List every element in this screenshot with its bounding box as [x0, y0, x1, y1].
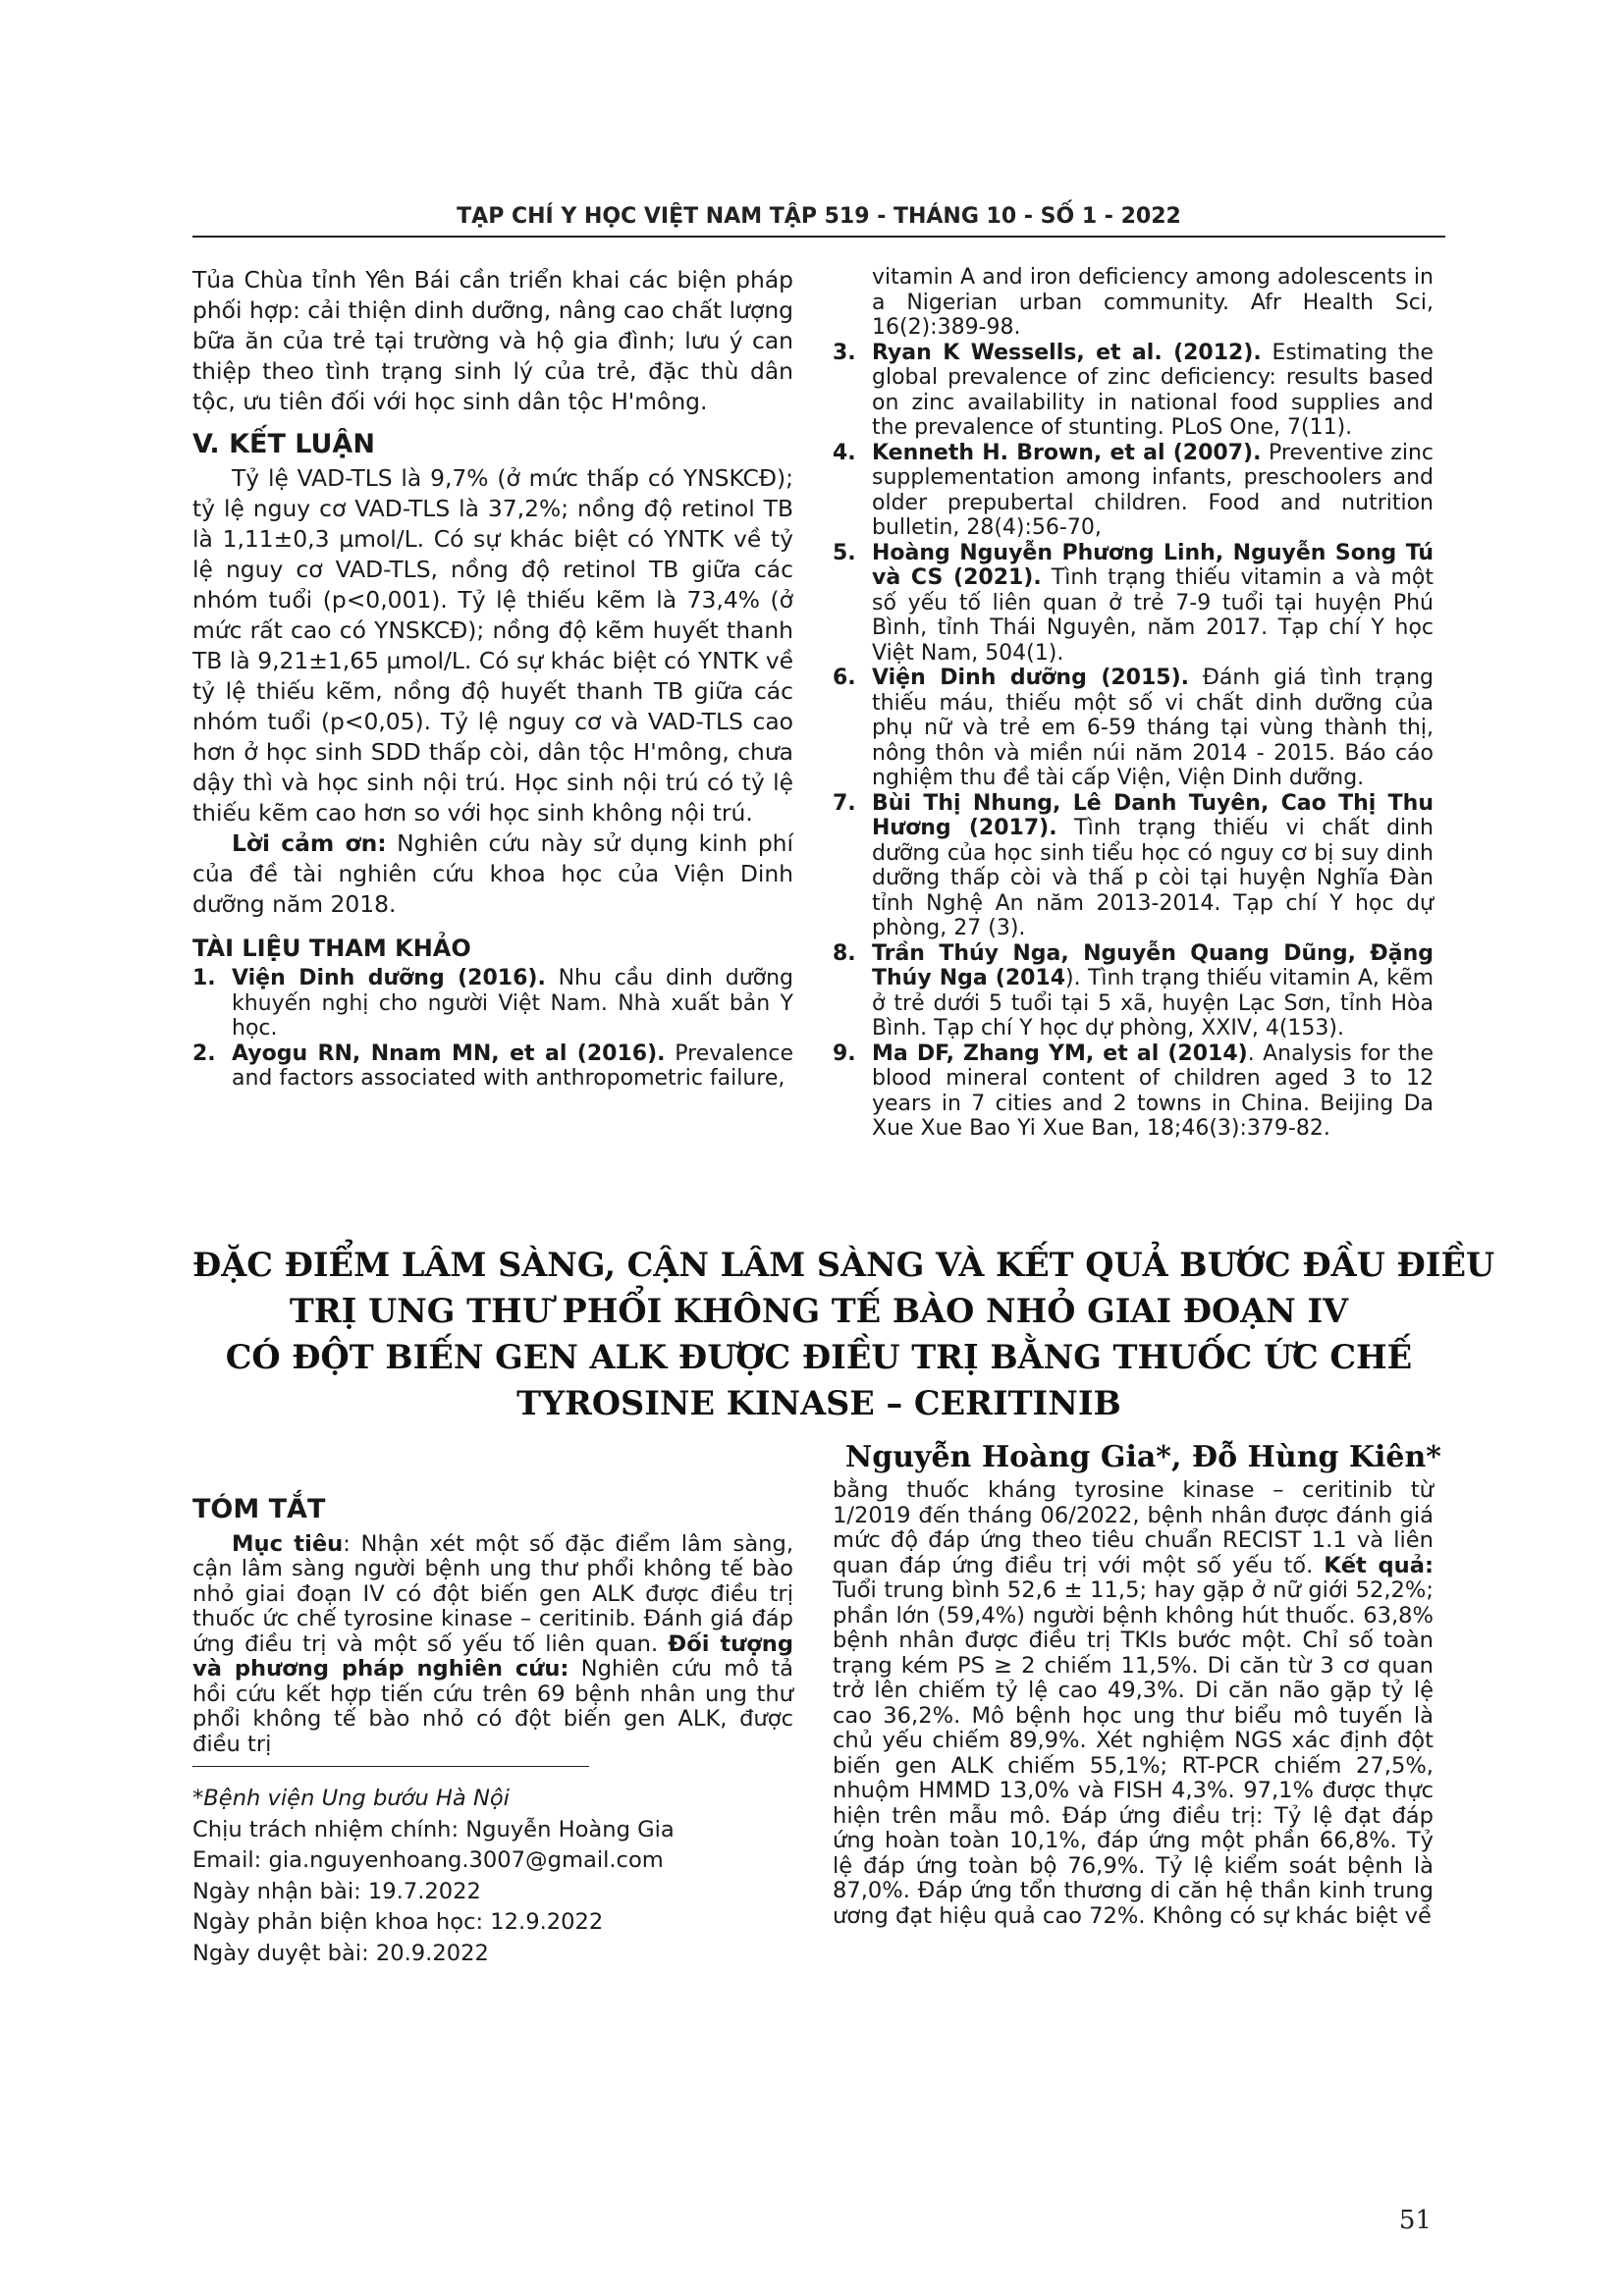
reference-number: 9. — [833, 1041, 856, 1066]
reference-authors: Ma DF, Zhang YM, et al (2014) — [872, 1041, 1248, 1066]
methods-text: Nghiên cứu mô tả hồi cứu kết hợp tiến cứu trên 69 bệnh nhân ung thư phổi không tế bào nhỏ có đột biến gen ALK, được điều trị — [192, 1656, 793, 1757]
reference-text: Estimating the global prevalence of zinc deficiency: results based on zinc availability in national food supplies and the prevalence of stunting. PLoS One, 7(11). — [872, 340, 1434, 440]
abstract-objective — [192, 1532, 793, 1758]
accepted-date: Ngày duyệt bài: 20.9.2022 — [192, 1940, 489, 1966]
reference-text: . Analysis for the blood mineral content of children aged 3 to 12 years in 7 cities and 2 towns in China. Beijing Da Xue Xue Bao Yi Xue Ban, 18;46(3):379-82. — [872, 1041, 1434, 1141]
reference-item — [833, 941, 1434, 1041]
footnotes — [192, 1784, 793, 1969]
reference-continuation — [833, 265, 1434, 341]
reference-number: 3. — [833, 340, 856, 365]
title-line: TYROSINE KINASE – CERITINIB — [516, 1384, 1121, 1422]
reference-item — [833, 541, 1434, 667]
reference-item — [833, 1041, 1434, 1142]
title-line: ĐẶC ĐIỂM LÂM SÀNG, CẬN LÂM SÀNG VÀ KẾT QUẢ BƯỚC ĐẦU ĐIỀU — [192, 1246, 1495, 1284]
abstract-results — [833, 1478, 1434, 1929]
reference-text: Đánh giá tình trạng thiếu máu, thiếu một số vi chất dinh dưỡng của phụ nữ và trẻ em 6-59 tháng tại vùng thành thị, nông thôn và miền núi năm 2014 - 2015. Báo cáo nghiệm thu đề tài cấp Viện, Viện Dinh dưỡng. — [872, 666, 1434, 790]
reference-text: Tình trạng thiếu vitamin a và một số yếu tố liên quan ở trẻ 7-9 tuổi tại huyện Phú Bình, tỉnh Thái Nguyên, năm 2017. Tạp chí Y học Việt Nam, 504(1). — [872, 565, 1434, 666]
reference-authors: Ayogu RN, Nnam MN, et al (2016). — [232, 1041, 666, 1066]
reference-authors: Trần Thúy Nga, Nguyễn Quang Dũng, Đặng Thúy Nga (2014 — [872, 940, 1434, 990]
reference-number: 6. — [833, 666, 856, 690]
methods-label: Đối tượng và phương pháp nghiên cứu: — [192, 1630, 793, 1682]
footnote-rule — [192, 1766, 589, 1767]
reference-number: 5. — [833, 540, 856, 565]
reference-item — [833, 666, 1434, 791]
page-number: 51 — [1398, 2206, 1432, 2235]
reference-text: Preventive zinc supplementation among infants, preschoolers and older prepubertal children. Food and nutrition bulletin, 28(4):56-70, — [872, 440, 1434, 540]
reference-authors: Kenneth H. Brown, et al (2007). — [872, 440, 1262, 465]
running-header: TẠP CHÍ Y HỌC VIỆT NAM TẬP 519 - THÁNG 10 - SỐ 1 - 2022 — [457, 204, 1181, 229]
objective-text: : Nhận xét một số đặc điểm lâm sàng, cận lâm sàng người bệnh ung thư phổi không tế bào nhỏ giai đoạn IV có đột biến gen ALK được điều trị thuốc ức chế tyrosine kinase – ceritinib. Đánh giá đáp ứng điều trị và một số yếu tố liên quan. — [192, 1530, 794, 1657]
reference-text: Nhu cầu dinh dưỡng khuyến nghị cho người Việt Nam. Nhà xuất bản Y học. — [232, 966, 794, 1041]
ack-label: Lời cảm ơn: — [232, 829, 387, 857]
affiliation: *Bệnh viện Ung bướu Hà Nội — [192, 1786, 510, 1811]
reference-item — [192, 1041, 793, 1092]
reference-item — [833, 791, 1434, 941]
discussion-tail: Tủa Chùa tỉnh Yên Bái cần triển khai các biện pháp phối hợp: cải thiện dinh dưỡng, nâng cao chất lượng bữa ăn của trẻ tại trường và hộ gia đình; lưu ý can thiệp theo tình trạng sinh lý của trẻ, đặc thù dân tộc, ưu tiên đối với học sinh dân tộc H'mông. — [192, 266, 793, 415]
review-date: Ngày phản biện khoa học: 12.9.2022 — [192, 1909, 604, 1935]
methods-continuation: bằng thuốc kháng tyrosine kinase – ceritinib từ 1/2019 đến tháng 06/2022, bệnh nhân được đánh giá mức độ đáp ứng theo tiêu chuẩn RECIST 1.1 và liên quan đáp ứng điều trị với một số yếu tố. — [833, 1477, 1434, 1578]
title-line: CÓ ĐỘT BIẾN GEN ALK ĐƯỢC ĐIỀU TRỊ BẰNG THUỐC ỨC CHẾ — [225, 1338, 1413, 1376]
reference-number: 4. — [833, 440, 856, 465]
reference-text: ). Tình trạng thiếu vitamin A, kẽm ở trẻ dưới 5 tuổi tại 5 xã, huyện Lạc Sơn, tỉnh Hòa Bình. Tạp chí Y học dự phòng, XXIV, 4(153). — [872, 966, 1434, 1041]
reference-authors: Viện Dinh dưỡng (2016). — [232, 966, 546, 990]
reference-number: 2. — [192, 1041, 216, 1066]
reference-number: 8. — [833, 940, 856, 966]
reference-text: Prevalence and factors associated with anthropometric failure, — [232, 1041, 793, 1091]
references-heading: TÀI LIỆU THAM KHẢO — [192, 934, 471, 962]
references-list-right — [833, 265, 1434, 1142]
conclusion-text: Tỷ lệ VAD-TLS là 9,7% (ở mức thấp có YNSKCĐ); tỷ lệ nguy cơ VAD-TLS là 37,2%; nồng độ retinol TB là 1,11±0,3 µmol/L. Có sự khác biệt có YNTK về tỷ lệ nguy cơ VAD-TLS, nồng độ retinol TB giữa các nhóm tuổi (p<0,001). Tỷ lệ thiếu kẽm là 73,4% (ở mức rất cao có YNSKCĐ); nồng độ kẽm huyết thanh TB là 9,21±1,65 µmol/L. Có sự khác biệt có YNTK về tỷ lệ thiếu kẽm, nồng độ huyết thanh TB giữa các nhóm tuổi (p<0,05). Tỷ lệ nguy cơ và VAD-TLS cao hơn ở học sinh SDD thấp còi, dân tộc H'mông, chưa dậy thì và học sinh nội trú. Học sinh nội trú có tỷ lệ thiếu kẽm cao hơn so với học sinh không nội trú. — [192, 464, 793, 827]
reference-authors: Ryan K Wessells, et al. (2012). — [872, 340, 1262, 365]
corresponding-author: Chịu trách nhiệm chính: Nguyễn Hoàng Gia — [192, 1816, 675, 1842]
prev-article-left-column — [192, 265, 793, 1092]
prev-article-right-column — [833, 265, 1434, 1142]
reference-text: vitamin A and iron deficiency among adolescents in a Nigerian urban community. Afr Health Sci, 16(2):389-98. — [872, 265, 1434, 340]
reference-number: 7. — [833, 790, 856, 816]
ack-text: Nghiên cứu này sử dụng kinh phí của đề tài nghiên cứu khoa học của Viện Dinh dưỡng năm 2018. — [192, 829, 793, 918]
results-label: Kết quả: — [1324, 1552, 1434, 1578]
reference-authors: Bùi Thị Nhung, Lê Danh Tuyên, Cao Thị Thu Hương (2017). — [872, 790, 1434, 840]
email: Email: gia.nguyenhoang.3007@gmail.com — [192, 1847, 664, 1873]
reference-text: Tình trạng thiếu vi chất dinh dưỡng của học sinh tiểu học có nguy cơ bị suy dinh dưỡng thấp còi và thấ p còi tại huyện Nghĩa Đàn tỉnh Nghệ An năm 2013-2014. Tạp chí Y học dự phòng, 27 (3). — [872, 816, 1434, 940]
reference-item — [833, 341, 1434, 441]
article-title — [192, 1242, 1495, 1426]
header-rule — [192, 236, 1445, 238]
results-text: Tuổi trung bình 52,6 ± 11,5; hay gặp ở nữ giới 52,2%; phần lớn (59,4%) người bệnh không hút thuốc. 63,8% bệnh nhân được điều trị TKIs bước một. Chỉ số toàn trạng kém PS ≥ 2 chiếm 11,5%. Di căn từ 3 cơ quan trở lên chiếm tỷ lệ cao 49,3%. Di căn não gặp tỷ lệ cao 36,2%. Mô bệnh học ung thư biểu mô tuyến là chủ yếu chiếm 89,9%. Xét nghiệm NGS xác định đột biến gen ALK chiếm 55,1%; RT-PCR chiếm 27,5%, nhuộm HMMD 13,0% và FISH 4,3%. 97,1% được thực hiện trên mẫu mô. Đáp ứng điều trị: Tỷ lệ đạt đáp ứng hoàn toàn 10,1%, đáp ứng một phần 66,8%. Tỷ lệ đáp ứng toàn bộ 76,9%. Tỷ lệ kiểm soát bệnh là 87,0%. Đáp ứng tổn thương di căn hệ thần kinh trung ương đạt hiệu quả cao 72%. Không có sự khác biệt về — [833, 1577, 1434, 1929]
abstract-left-column — [192, 1494, 794, 1757]
acknowledgement — [192, 828, 793, 920]
reference-authors: Viện Dinh dưỡng (2015). — [872, 666, 1190, 690]
reference-item — [192, 966, 793, 1041]
reference-item — [833, 441, 1434, 541]
references-list-left — [192, 966, 793, 1092]
article-authors: Nguyễn Hoàng Gia*, Đỗ Hùng Kiên* — [844, 1440, 1441, 1474]
abstract-heading: TÓM TẮT — [192, 1494, 326, 1524]
received-date: Ngày nhận bài: 19.7.2022 — [192, 1878, 481, 1904]
abstract-right-column — [833, 1478, 1434, 1929]
reference-authors: Hoàng Nguyễn Phương Linh, Nguyễn Song Tú và CS (2021). — [872, 540, 1434, 590]
conclusion-heading: V. KẾT LUẬN — [192, 429, 375, 459]
reference-number: 1. — [192, 966, 216, 990]
title-line: TRỊ UNG THƯ PHỔI KHÔNG TẾ BÀO NHỎ GIAI ĐOẠN IV — [289, 1292, 1349, 1330]
objective-label: Mục tiêu — [232, 1530, 344, 1557]
